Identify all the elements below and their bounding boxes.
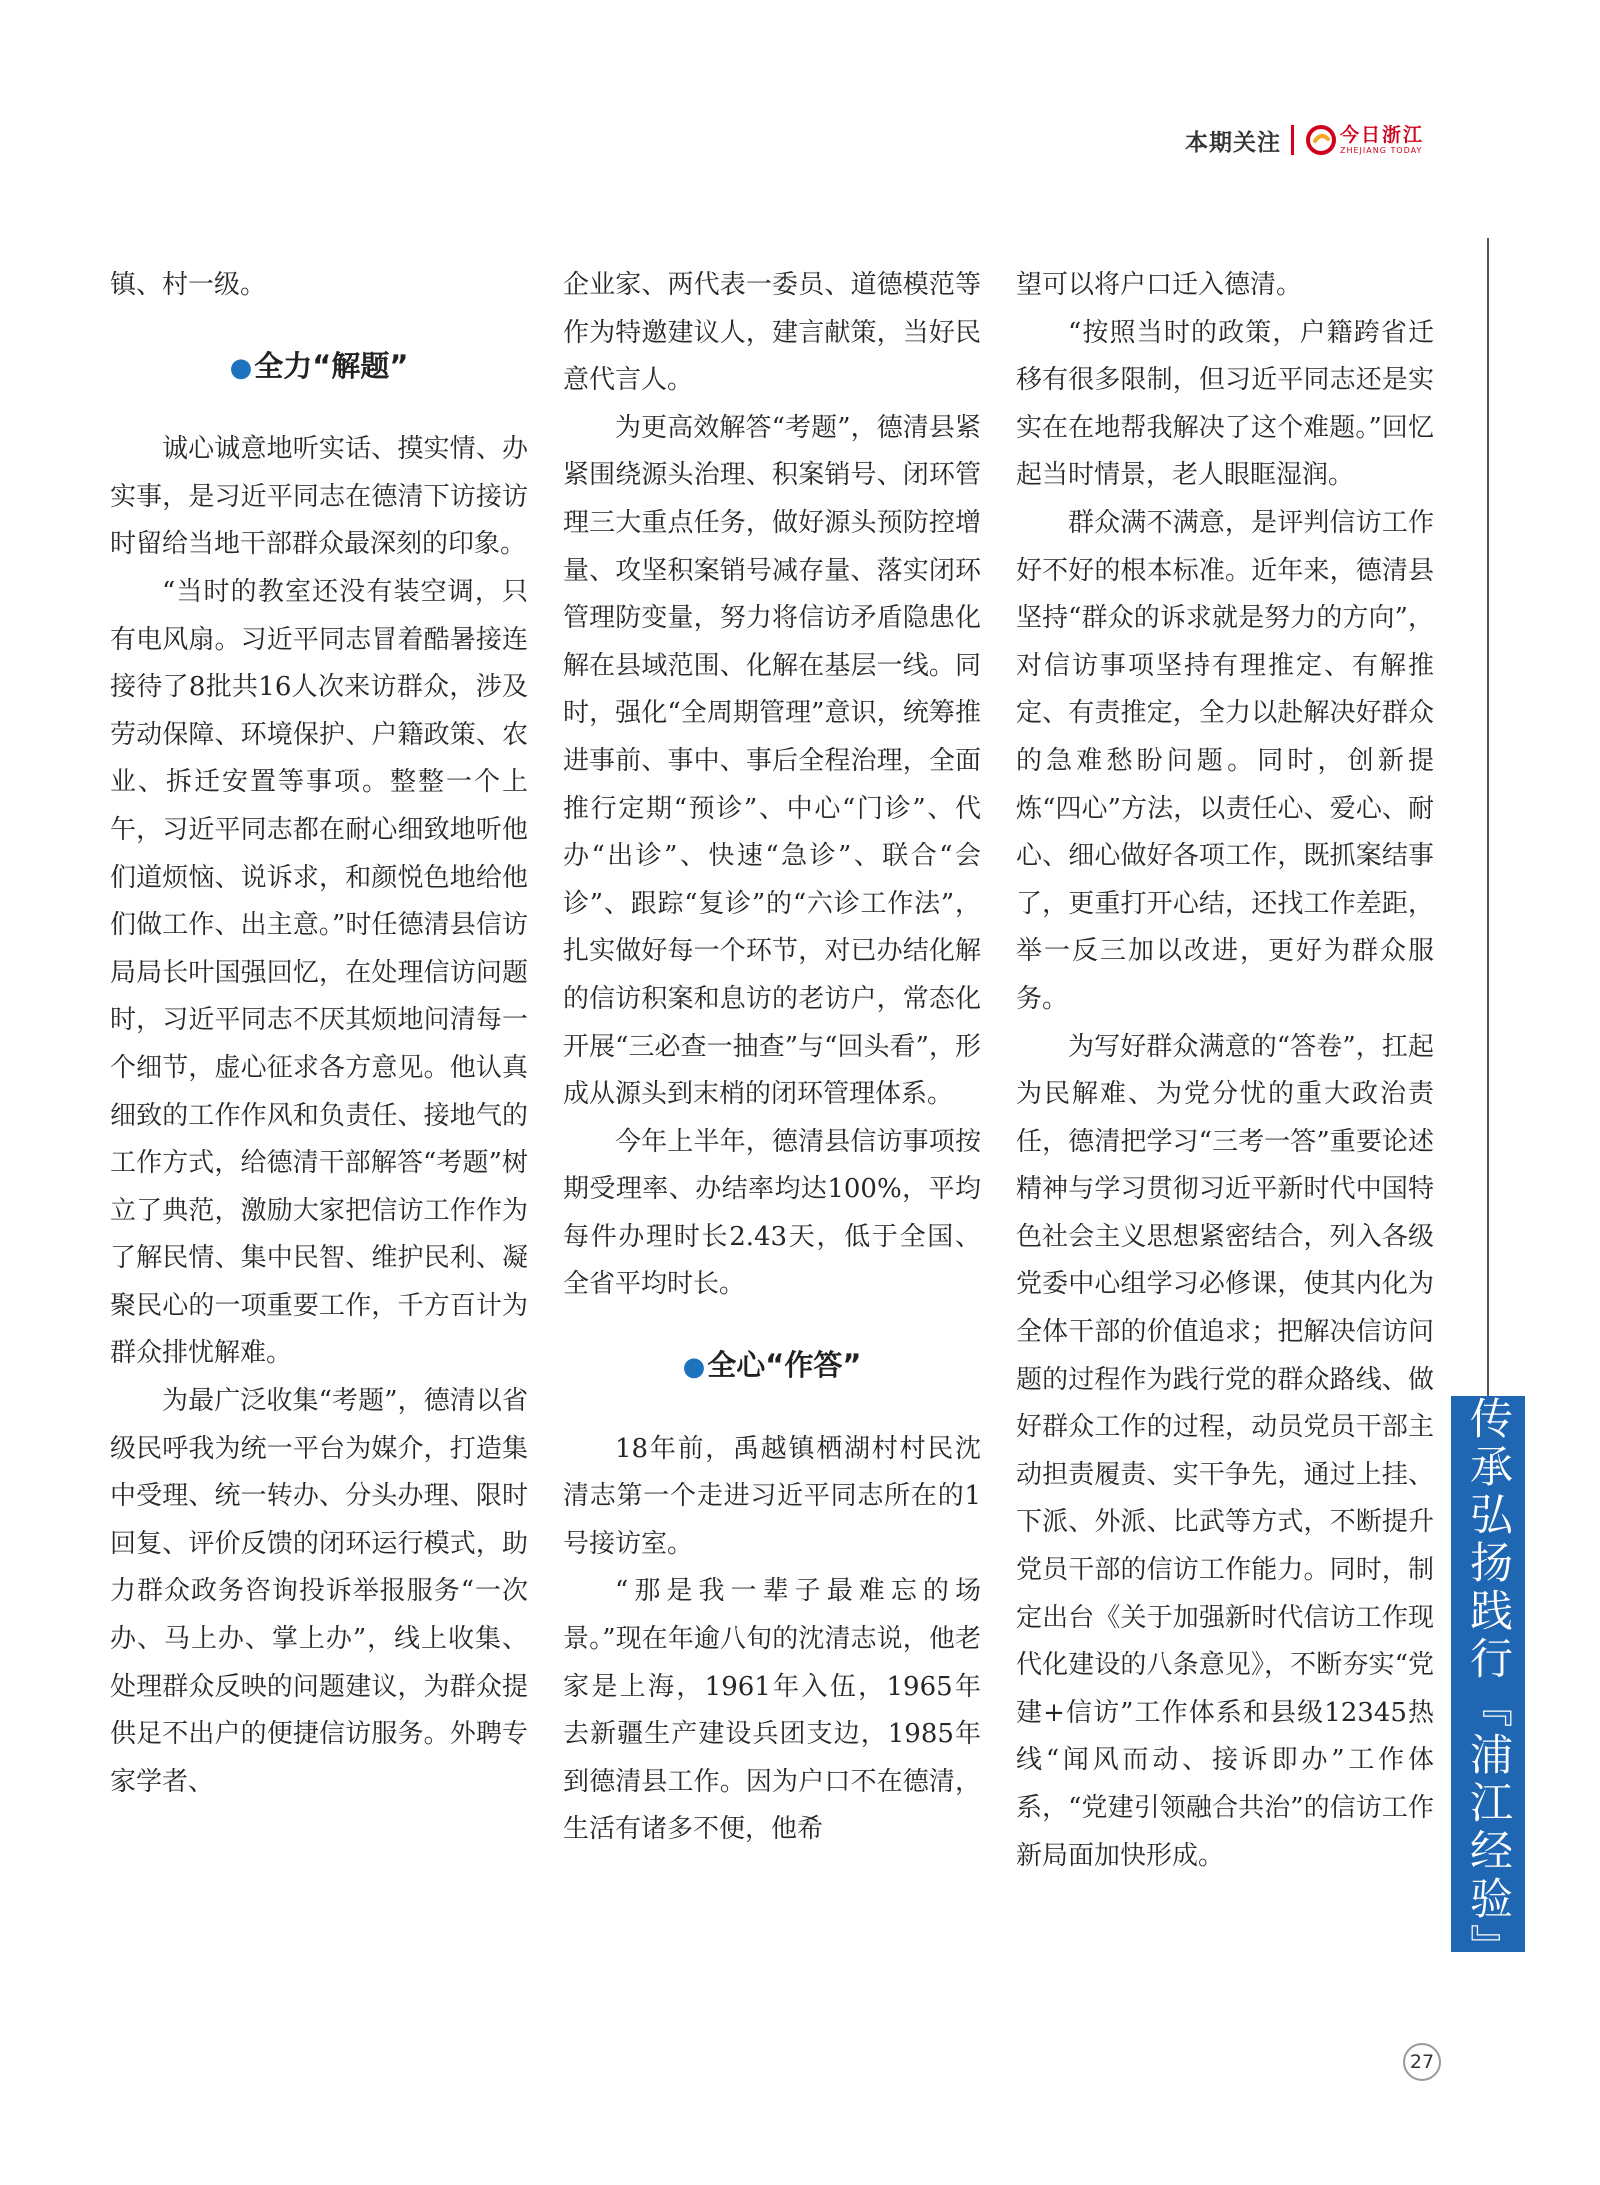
paragraph: 诚心诚意地听实话、摸实情、办实事，是习近平同志在德清下访接访时留给当地干部群众最深刻的印象。 (110, 434, 528, 560)
article-column-2 (563, 262, 981, 1854)
header-divider (1291, 125, 1294, 155)
page-header (1185, 120, 1450, 160)
paragraph: “那是我一辈子最难忘的场景。”现在年逾八旬的沈清志说，他老家是上海，1961年入伍，1965年去新疆生产建设兵团支边，1985年到德清县工作。因为户口不在德清，生活有诸多不便，他希 (563, 1576, 981, 1845)
page-number: 27 (1403, 2043, 1441, 2081)
magazine-logo (1305, 124, 1424, 156)
logo-subtitle: ZHEJIANG TODAY (1340, 145, 1423, 155)
bullet-dot-icon: ● (229, 352, 253, 383)
paragraph: 18年前，禹越镇栖湖村村民沈清志第一个走进习近平同志所在的1号接访室。 (563, 1433, 981, 1559)
section-heading-text: 全力“解题” (254, 348, 409, 383)
vertical-rule (1487, 238, 1489, 1396)
section-label: 本期关注 (1185, 129, 1281, 156)
paragraph: “当时的教室还没有装空调，只有电风扇。习近平同志冒着酷暑接连接待了8批共16人次来访群众，涉及劳动保障、环境保护、户籍政策、农业、拆迁安置等事项。整整一个上午，习近平同志都在耐心细致地听他们道烦恼、说诉求，和颜悦色地给他们做工作、出主意。”时任德清县信访局局长叶国强回忆，在处理信访问题时，习近平同志不厌其烦地问清每一个细节，虚心征求各方意见。他认真细致的工作作风和负责任、接地气的工作方式，给德清干部解答“考题”树立了典范，激励大家把信访工作作为了解民情、集中民智、维护民利、凝聚民心的一项重要工作，千方百计为群众排忧解难。 (110, 576, 528, 1369)
section-heading (563, 1342, 981, 1392)
section-heading-text: 全心“作答” (707, 1348, 862, 1383)
bullet-dot-icon: ● (682, 1352, 706, 1383)
side-banner: 传承弘扬践行『浦江经验』 (1451, 1396, 1525, 1952)
logo-title: 今日浙江 (1340, 123, 1425, 146)
paragraph: 企业家、两代表一委员、道德模范等作为特邀建议人，建言献策，当好民意代言人。 (563, 270, 981, 396)
paragraph: 为更高效解答“考题”，德清县紧紧围绕源头治理、积案销号、闭环管理三大重点任务，做好源头预防控增量、攻坚积案销号减存量、落实闭环管理防变量，努力将信访矛盾隐患化解在县域范围、化解在基层一线。同时，强化“全周期管理”意识，统筹推进事前、事中、事后全程治理，全面推行定期“预诊”、中心“门诊”、代办“出诊”、快速“急诊”、联合“会诊”、跟踪“复诊”的“六诊工作法”，扎实做好每一个环节，对已办结化解的信访积案和息访的老访户，常态化开展“三必查一抽查”与“回头看”，形成从源头到末梢的闭环管理体系。 (563, 412, 981, 1110)
paragraph: 群众满不满意，是评判信访工作好不好的根本标准。近年来，德清县坚持“群众的诉求就是努力的方向”，对信访事项坚持有理推定、有解推定、有责推定，全力以赴解决好群众的急难愁盼问题。同时，创新提炼“四心”方法，以责任心、爱心、耐心、细心做好各项工作，既抓案结事了，更重打开心结，还找工作差距，举一反三加以改进，更好为群众服务。 (1016, 507, 1434, 1014)
paragraph: 望可以将户口迁入德清。 (1016, 270, 1303, 300)
swirl-logo-icon (1305, 124, 1337, 156)
paragraph: 为最广泛收集“考题”，德清以省级民呼我为统一平台为媒介，打造集中受理、统一转办、分头办理、限时回复、评价反馈的闭环运行模式，助力群众政务咨询投诉举报服务“一次办、马上办、掌上办”，线上收集、处理群众反映的问题建议，为群众提供足不出户的便捷信访服务。外聘专家学者、 (110, 1386, 528, 1797)
article-column-3 (1016, 262, 1434, 1880)
paragraph: 今年上半年，德清县信访事项按期受理率、办结率均达100%，平均每件办理时长2.43天，低于全国、全省平均时长。 (563, 1126, 981, 1300)
paragraph: 镇、村一级。 (110, 270, 267, 300)
section-heading (110, 343, 528, 393)
paragraph: “按照当时的政策，户籍跨省迁移有很多限制，但习近平同志还是实实在在地帮我解决了这个难题。”回忆起当时情景，老人眼眶湿润。 (1016, 317, 1434, 491)
paragraph: 为写好群众满意的“答卷”，扛起为民解难、为党分忧的重大政治责任，德清把学习“三考一答”重要论述精神与学习贯彻习近平新时代中国特色社会主义思想紧密结合，列入各级党委中心组学习必修课，使其内化为全体干部的价值追求；把解决信访问题的过程作为践行党的群众路线、做好群众工作的过程，动员党员干部主动担责履责、实干争先，通过上挂、下派、外派、比武等方式，不断提升党员干部的信访工作能力。同时，制定出台《关于加强新时代信访工作现代化建设的八条意见》，不断夯实“党建+信访”工作体系和县级12345热线“闻风而动、接诉即办”工作体系，“党建引领融合共治”的信访工作新局面加快形成。 (1016, 1031, 1434, 1871)
article-column-1 (110, 262, 528, 1806)
